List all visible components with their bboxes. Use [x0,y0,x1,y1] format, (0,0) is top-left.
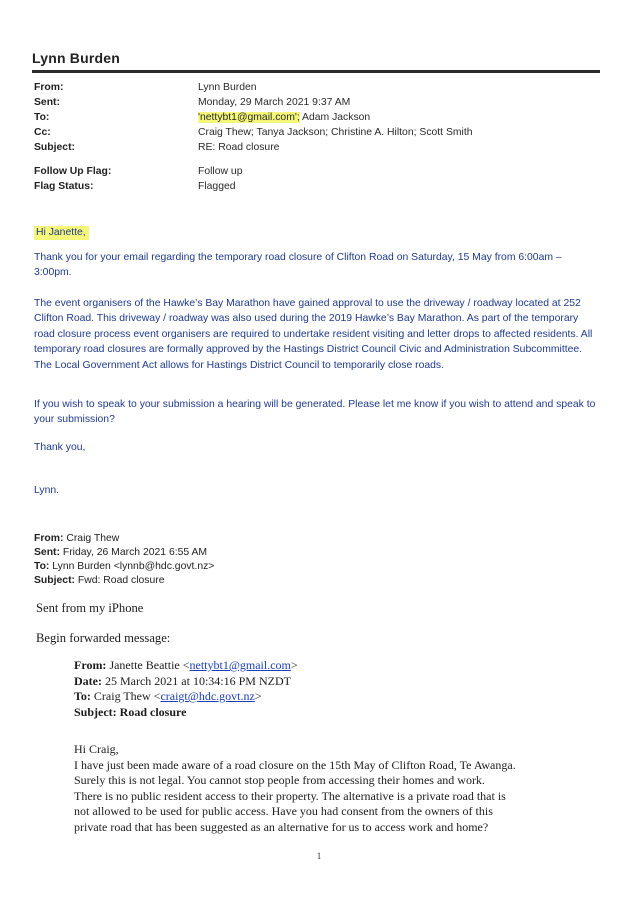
header-from-row [34,80,594,95]
subject-value: RE: Road closure [198,142,280,153]
reply-greeting [34,225,600,240]
original-message [74,742,594,836]
original-line: There is no public resident access to their property. The alternative is a private road that is [74,788,506,803]
fwd2-to-line: To: Craig Thew <craigt@hdc.govt.nz> [74,689,262,703]
page-number: 1 [316,851,322,861]
header-cc-row [34,125,594,140]
reply-paragraph-1: Thank you for your email regarding the temporary road closure of Clifton Road on Saturday, 15 May from 6:00am – 3:00pm. [34,252,562,279]
subject-label: Subject: [34,142,75,153]
sent-label: Sent: [34,97,60,108]
to-value [198,112,370,123]
email-title-bar [32,50,600,73]
sent-value: Monday, 29 March 2021 9:37 AM [198,97,351,108]
email-header [34,80,594,194]
to-recipients: Adam Jackson [299,112,371,123]
original-line: not allowed to be used for public access. Have you had consent from the owners of this [74,804,493,819]
fwd2-date-line: Date: 25 March 2021 at 10:34:16 PM NZDT [74,673,291,688]
from-label: From: [34,82,64,93]
reply-closing: Thank you, [34,442,86,453]
to-label: To: [34,112,50,123]
reply-paragraph-2: The event organisers of the Hawke’s Bay Marathon have gained approval to use the driveway / roadway located at 252 Clifton Road. This driveway / roadway was also used during the 2019 Hawke’s Bay Marathon. As part of the temporary road closure process event organisers are required to undertake resident visiting and letter drops to affected residents. All temporary road closures are formally approved by the Hastings District Council Civic and Administration Subcommittee. The Local Government Act allows for Hastings District Council to temporarily close roads. [34,298,593,371]
cc-value: Craig Thew; Tanya Jackson; Christine A. Hilton; Scott Smith [198,127,473,138]
original-line: I have just been made aware of a road closure on the 15th May of Clifton Road, Te Awanga. [74,757,516,772]
fwd2-subject-line: Subject: Road closure [74,704,187,719]
greeting-highlight: Hi Janette, [34,226,89,240]
fwd2-from-line: From: Janette Beattie <nettybt1@gmail.com> [74,658,298,672]
header-to-row [34,110,594,125]
to-highlighted-email: 'nettybt1@gmail.com'; [198,112,300,123]
header-spacer [34,155,594,164]
header-follow-up-row [34,164,594,179]
fwd1-from-line: From: Craig Thew [34,533,120,544]
reply-signature: Lynn. [34,485,60,496]
original-greeting: Hi Craig, [74,742,119,756]
sent-from-iphone: Sent from my iPhone [36,601,144,615]
reply-paragraph-3: If you wish to speak to your submission a hearing will be generated. Please let me know if you wish to attend and speak to your submission? [34,399,596,426]
fwd2-from-email-link[interactable]: nettybt1@gmail.com [189,658,291,672]
fwd2-to-email-link[interactable]: craigt@hdc.govt.nz [160,689,255,703]
title-divider [32,70,600,73]
header-subject-row [34,140,594,155]
header-sent-row [34,95,594,110]
cc-label: Cc: [34,127,51,138]
forward-header-1 [34,532,214,588]
header-flag-status-row [34,179,594,194]
fwd1-subject-line: Subject: Fwd: Road closure [34,575,165,586]
flag-status-value: Flagged [198,181,236,192]
from-value: Lynn Burden [198,82,257,93]
forward-header-2 [74,658,298,720]
follow-up-flag-label: Follow Up Flag: [34,166,112,177]
fwd1-to-line: To: Lynn Burden <lynnb@hdc.govt.nz> [34,561,215,572]
follow-up-flag-value: Follow up [198,166,243,177]
original-line: Surely this is not legal. You cannot stop people from accessing their homes and work. [74,773,485,788]
sender-title: Lynn Burden [32,50,121,66]
flag-status-label: Flag Status: [34,181,94,192]
begin-forwarded-message: Begin forwarded message: [36,631,171,645]
original-line: private road that has been suggested as an alternative for us to access work and home? [74,819,489,834]
fwd1-sent-line: Sent: Friday, 26 March 2021 6:55 AM [34,547,208,558]
